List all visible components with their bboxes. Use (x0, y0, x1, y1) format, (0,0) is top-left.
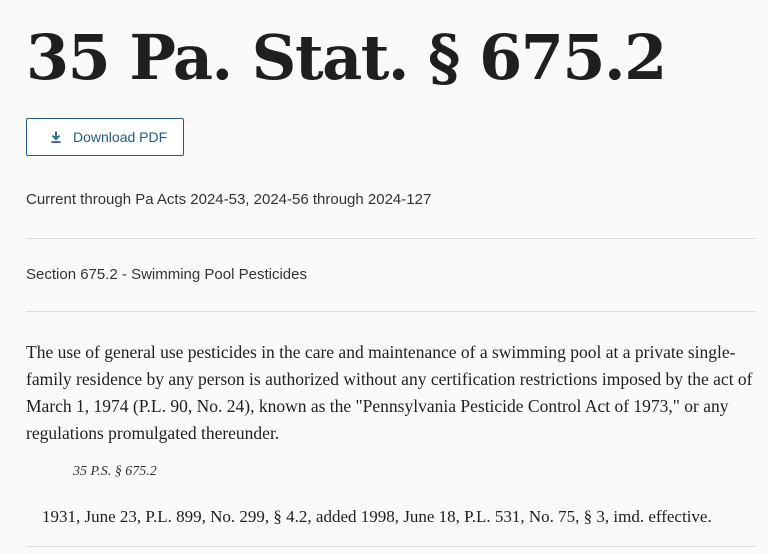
legislative-history: 1931, June 23, P.L. 899, No. 299, § 4.2, added 1998, June 18, P.L. 531, No. 75, § 3, imd. effective. (42, 507, 712, 526)
statute-citation: 35 P.S. § 675.2 (73, 464, 157, 479)
download-pdf-button[interactable] (26, 118, 184, 156)
currency-note: Current through Pa Acts 2024-53, 2024-56 through 2024-127 (26, 191, 432, 208)
section-body-text: The use of general use pesticides in the care and maintenance of a swimming pool at a private single-family residence by any person is authorized without any certification restrictions imposed by the act of March 1, 1974 (P.L. 90, No. 24), known as the "Pennsylvania Pesticide Control Act of 1973," or any regulations promulgated thereunder. (26, 342, 753, 443)
page-title: 35 Pa. Stat. § 675.2 (26, 21, 666, 94)
download-icon (49, 130, 63, 144)
divider (26, 311, 756, 312)
section-heading: Section 675.2 - Swimming Pool Pesticides (26, 266, 307, 283)
download-pdf-label: Download PDF (73, 129, 168, 145)
divider (26, 546, 756, 547)
divider (26, 238, 756, 239)
